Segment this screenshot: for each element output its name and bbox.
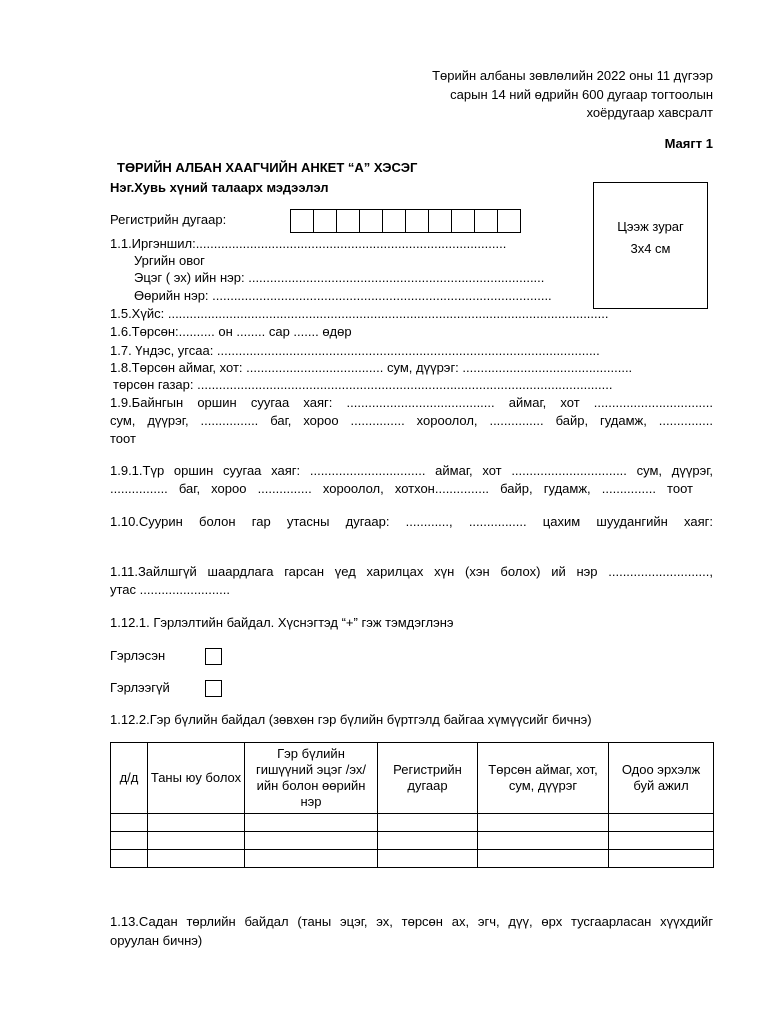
table-cell[interactable] (378, 832, 478, 850)
family-status-heading: 1.12.2.Гэр бүлийн байдал (зөвхөн гэр бүлийн бүртгэлд байгаа хүмүүсийг бичнэ) (110, 712, 592, 727)
registration-digit-box[interactable] (290, 209, 314, 233)
field-phone-email: 1.10.Суурин болон гар утасны дугаар: ............, ................ цахим шуудангийн хаяг: (110, 514, 713, 529)
registration-label: Регистрийн дугаар: (110, 212, 227, 227)
header-line-3: хоёрдугаар хавсралт (586, 105, 713, 120)
field-emergency-contact: 1.11.Зайлшгүй шаардлага гарсан үед харилцах хүн (хэн болох) ий нэр ............................, (110, 564, 713, 579)
field-father-name: Эцэг ( эх) ийн нэр: .................................................................................. (134, 270, 545, 285)
married-label: Гэрлэсэн (110, 648, 166, 663)
col-birthplace: Төрсөн аймаг, хот, сум, дүүрэг (478, 743, 609, 814)
registration-digit-box[interactable] (451, 209, 475, 233)
table-cell[interactable] (245, 814, 378, 832)
field-temporary-address-cont: ................ баг, хороо ............... хороолол, хотхон............... байр, гудамж, ............... тоот (110, 481, 693, 496)
table-cell[interactable] (111, 850, 148, 868)
section-title: Нэг.Хувь хүний талаарх мэдээлэл (110, 180, 329, 195)
field-ethnicity: 1.7. Үндэс, угсаа: .......................................................................................................... (110, 343, 600, 358)
unmarried-label: Гэрлээгүй (110, 680, 170, 695)
form-number: Маягт 1 (664, 136, 713, 151)
table-cell[interactable] (609, 832, 714, 850)
registration-number-boxes[interactable] (290, 209, 520, 233)
table-row (111, 832, 714, 850)
field-gender: 1.5.Хүйс: .......................................................................................................................... (110, 306, 609, 321)
family-table (110, 742, 714, 868)
field-family-name: Ургийн овог (134, 253, 205, 268)
col-member-name: Гэр бүлийн гишүүний эцэг /эх/ ийн болон өөрийн нэр (245, 743, 378, 814)
table-cell[interactable] (245, 832, 378, 850)
field-birth-date: 1.6.Төрсөн:.......... он ........ сар ....... өдөр (110, 324, 352, 339)
registration-digit-box[interactable] (405, 209, 429, 233)
col-relation: Таны юу болох (148, 743, 245, 814)
table-cell[interactable] (111, 832, 148, 850)
field-permanent-address: 1.9.Байнгын оршин суугаа хаяг: ......................................... аймаг, хот ................................. (110, 395, 713, 410)
marital-status-heading: 1.12.1. Гэрлэлтийн байдал. Хүснэгтэд “+” гэж тэмдэглэнэ (110, 615, 454, 630)
unmarried-checkbox[interactable] (205, 680, 222, 697)
col-occupation: Одоо эрхэлж буй ажил (609, 743, 714, 814)
married-checkbox[interactable] (205, 648, 222, 665)
kinship-heading-cont: оруулан бичнэ) (110, 933, 203, 948)
table-row (111, 814, 714, 832)
field-temporary-address: 1.9.1.Түр оршин суугаа хаяг: ................................ аймаг, хот ................................ сум, дүүрэг, (110, 463, 713, 478)
table-cell[interactable] (478, 850, 609, 868)
photo-label: Цээж зураг (617, 219, 684, 234)
registration-digit-box[interactable] (336, 209, 360, 233)
table-cell[interactable] (609, 814, 714, 832)
table-cell[interactable] (245, 850, 378, 868)
photo-size: 3х4 см (630, 241, 671, 256)
photo-placeholder (593, 182, 708, 309)
table-cell[interactable] (148, 814, 245, 832)
table-cell[interactable] (148, 850, 245, 868)
registration-digit-box[interactable] (474, 209, 498, 233)
table-cell[interactable] (478, 832, 609, 850)
table-cell[interactable] (378, 850, 478, 868)
registration-digit-box[interactable] (313, 209, 337, 233)
table-row (111, 850, 714, 868)
registration-digit-box[interactable] (428, 209, 452, 233)
table-cell[interactable] (378, 814, 478, 832)
field-birth-place: төрсөн газар: ................................................................................................................... (113, 377, 613, 392)
kinship-heading: 1.13.Садан төрлийн байдал (таны эцэг, эх, төрсөн ах, эгч, дүү, өрх тусгаарласан хүүхдийг (110, 914, 713, 929)
header-line-2: сарын 14 ний өдрийн 600 дугаар тогтоолын (450, 87, 713, 102)
col-registration: Регистрийн дугаар (378, 743, 478, 814)
registration-digit-box[interactable] (382, 209, 406, 233)
form-title: ТӨРИЙН АЛБАН ХААГЧИЙН АНКЕТ “А” ХЭСЭГ (117, 160, 418, 175)
header-line-1: Төрийн албаны зөвлөлийн 2022 оны 11 дүгээр (432, 68, 713, 83)
registration-digit-box[interactable] (497, 209, 521, 233)
table-cell[interactable] (609, 850, 714, 868)
field-own-name: Өөрийн нэр: .............................................................................................. (134, 288, 552, 303)
field-permanent-address-cont: сум, дүүрэг, ................ баг, хороо ............... хороолол, ............... байр, гудамж, ............... (110, 413, 713, 428)
field-citizenship: 1.1.Иргэншил:...................................................................................... (110, 236, 507, 251)
field-birth-province: 1.8.Төрсөн аймаг, хот: ...................................... сум, дүүрэг: ............................................... (110, 360, 633, 375)
field-permanent-address-end: тоот (110, 431, 136, 446)
table-cell[interactable] (111, 814, 148, 832)
col-number: д/д (111, 743, 148, 814)
field-emergency-phone: утас ......................... (110, 582, 230, 597)
registration-digit-box[interactable] (359, 209, 383, 233)
table-cell[interactable] (478, 814, 609, 832)
table-cell[interactable] (148, 832, 245, 850)
